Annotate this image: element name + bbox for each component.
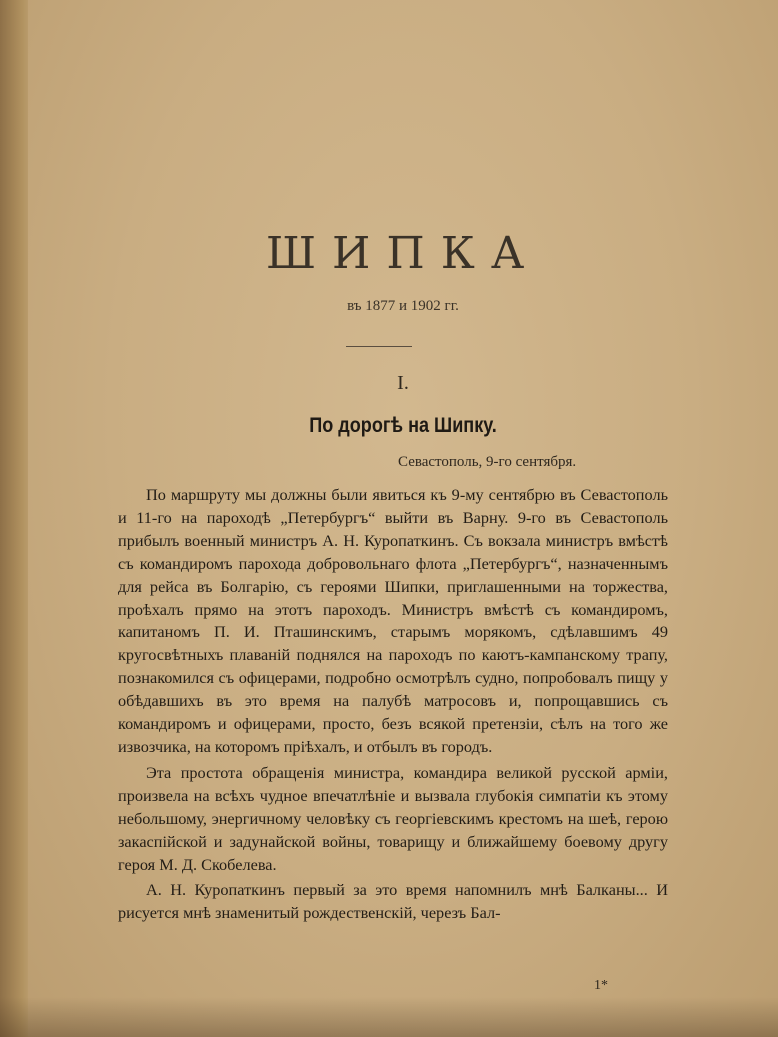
title-divider <box>346 346 412 347</box>
paragraph-1: По маршруту мы должны были явиться къ 9-му сентябрю въ Севастополь и 11-го на пароходѣ „Петербургъ“ выйти въ Варну. 9-го въ Севастополь прибылъ военный министръ А. Н. Куропаткинъ. Съ вокзала министръ вмѣстѣ съ командиромъ парохода добровольнаго флота „Петербургъ“, назначеннымъ для рейса въ Болгарію, съ героями Шипки, приглашенными на торжества, проѣхалъ прямо на этотъ пароходъ. Министръ вмѣстѣ съ командиромъ, капитаномъ П. И. Пташинскимъ, старымъ морякомъ, сдѣлавшимъ 49 кругосвѣтныхъ плаваній поднялся на пароходъ по каютъ-кампанскому трапу, познакомился съ офицерами, подробно осмотрѣлъ судно, попробовалъ пищу у обѣдавшихъ въ это время на палубѣ матросовъ и, попрощавшись съ командиромъ и офицерами, просто, безъ всякой претензіи, сѣлъ на того же извозчика, на которомъ пріѣхалъ, и отбылъ въ городъ. <box>118 485 668 756</box>
page-folio: 1* <box>594 978 608 993</box>
dateline: Севастополь, 9-го сентября. <box>398 454 577 470</box>
book-page <box>28 0 778 1037</box>
chapter-title: По дорогѣ на Шипку. <box>309 414 497 437</box>
paragraph-2: Эта простота обращенія министра, командира великой русской арміи, произвела на всѣхъ чудное впечатлѣніе и вызвала глубокія симпатіи къ этому небольшому, энергичному человѣку съ георгіевскимъ крестомъ на шеѣ, герою закаспійской и задунайской войны, товарищу и ближайшему боевому другу героя М. Д. Скобелева. <box>118 762 668 874</box>
page-subtitle: въ 1877 и 1902 гг. <box>347 298 459 314</box>
body-text <box>118 484 668 928</box>
chapter-number: I. <box>397 372 409 394</box>
paragraph-3: А. Н. Куропаткинъ первый за это время напомнилъ мнѣ Балканы... И рисуется мнѣ знаменитый рождественскій, черезъ Бал- <box>118 880 668 923</box>
scan-bottom-shadow <box>0 997 778 1037</box>
page-title: ШИПКА <box>265 228 541 279</box>
